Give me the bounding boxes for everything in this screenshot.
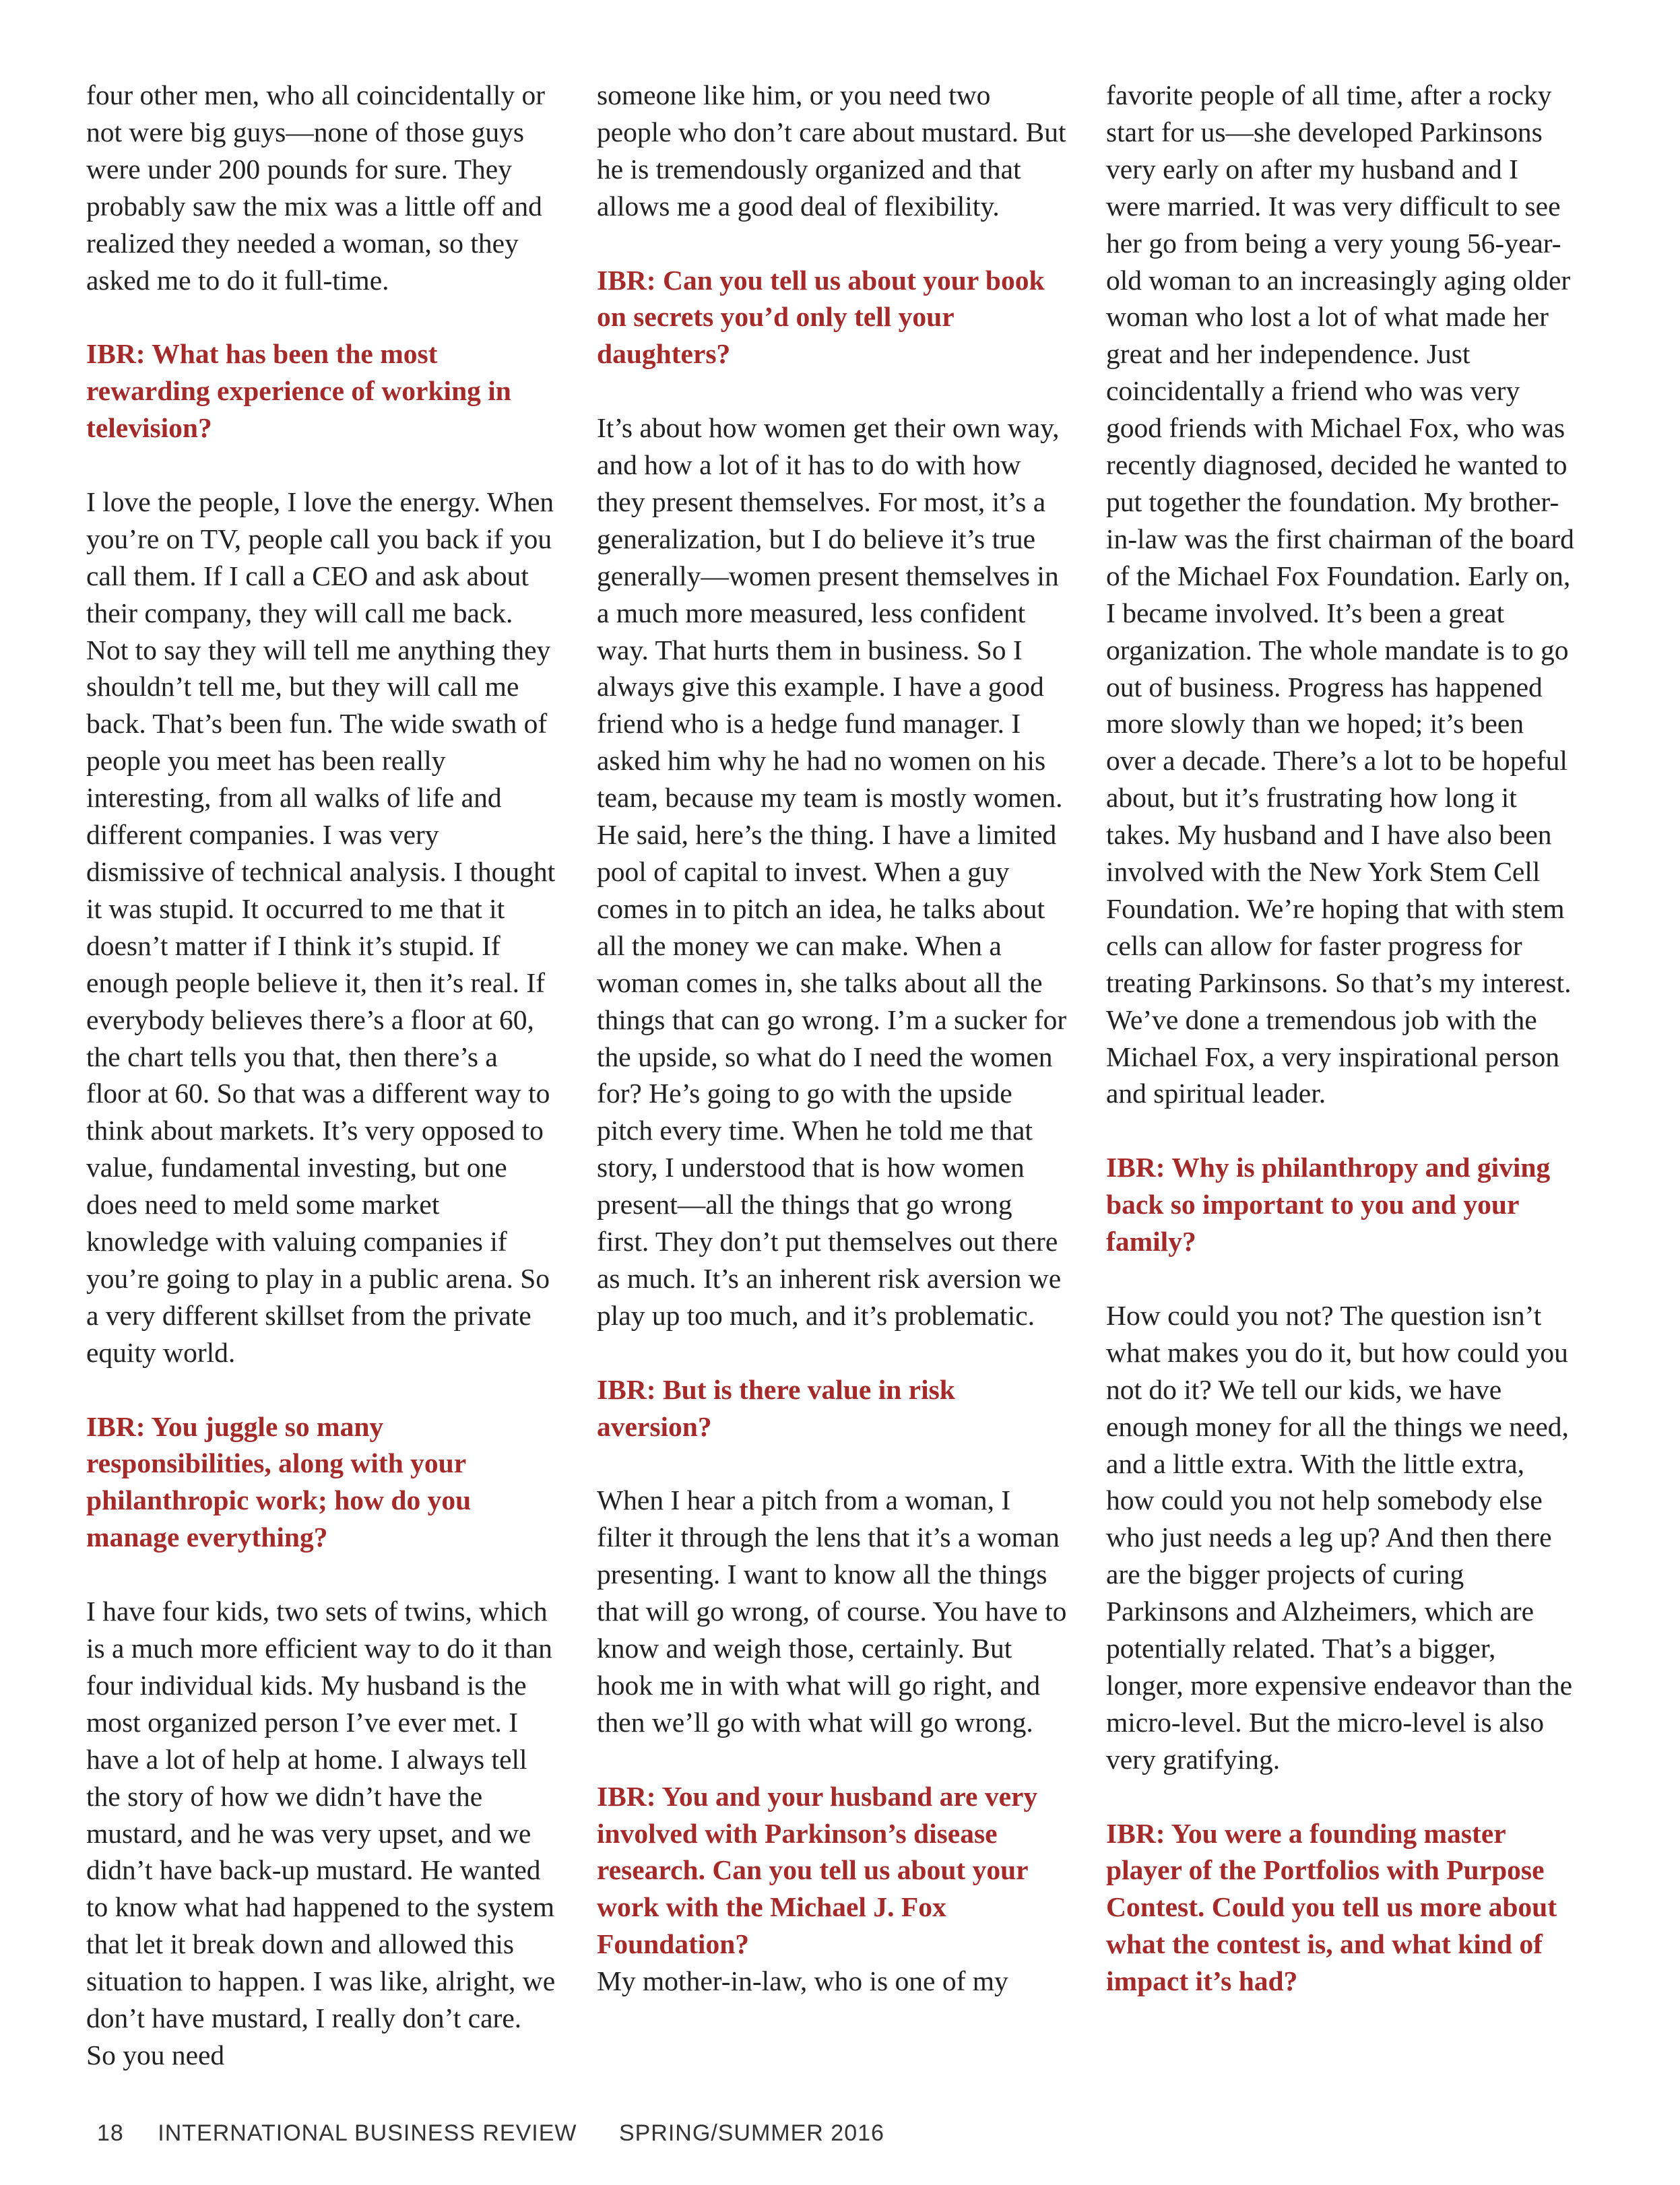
answer-paragraph: I have four kids, two sets of twins, which is a much more efficient way to do it than four individual kids. My husband is the most organized person I’ve ever met. I have a lot of help at home. I always tell the story of how we didn’t have the mustard, and he was very upset, and we didn’t have back-up mustard. He wanted to know what had happened to the system that let it break down and allowed this situation to happen. I was like, alright, we don’t have mustard, I really don’t care. So you need <box>86 1596 556 2070</box>
answer-paragraph: It’s about how women get their own way, and how a lot of it has to do with how they present themselves. For most, it’s a generalization, but I do believe it’s true generally—women present themselves in a much more measured, less confident way. That hurts them in business. So I always give this example. I have a good friend who is a hedge fund manager. I asked him why he had no women on his team, because my team is mostly women. He said, here’s the thing. I have a limited pool of capital to invest. When a guy comes in to pitch an idea, he talks about all the money we can make. When a woman comes in, she talks about all the things that can go wrong. I’m a sucker for the upside, so what do I need the women for? He’s going to go with the upside pitch every time. When he told me that story, I understood that is how women present—all the things that go wrong first. They don’t put themselves out there as much. It’s an inherent risk aversion we play up too much, and it’s problematic. <box>597 412 1067 1331</box>
answer-paragraph: When I hear a pitch from a woman, I filter it through the lens that it’s a woman presenting. I want to know all the things that will go wrong, of course. You have to know and weigh those, certainly. But hook me in with what will go right, and then we’ll go with what will go wrong. <box>597 1485 1067 1738</box>
answer-paragraph: My mother-in-law, who is one of my <box>597 1965 1008 1997</box>
interview-question: IBR: Can you tell us about your book on secrets you’d only tell your daughters? <box>597 264 1045 370</box>
interview-question: IBR: But is there value in risk aversion? <box>597 1373 955 1442</box>
interview-question: IBR: What has been the most rewarding experience of working in television? <box>86 338 511 444</box>
answer-paragraph: someone like him, or you need two people who don’t care about mustard. But he is tremendously organized and that allows me a good deal of flexibility. <box>597 79 1066 222</box>
issue-date: SPRING/SUMMER 2016 <box>618 2120 884 2146</box>
answer-paragraph: How could you not? The question isn’t what makes you do it, but how could you not do it? We tell our kids, we have enough money for all the things we need, and a little extra. With the little extra, how could you not help somebody else who just needs a leg up? And then there are the bigger projects of curing Parkinsons and Alzheimers, which are potentially related. That’s a bigger, longer, more expensive endeavor than the micro-level. But the micro-level is also very gratifying. <box>1106 1299 1573 1775</box>
interview-question: IBR: You juggle so many responsibilities, along with your philanthropic work; how do you manage everything? <box>86 1410 472 1553</box>
page-number: 18 <box>97 2120 124 2146</box>
publication-name: INTERNATIONAL BUSINESS REVIEW <box>158 2120 577 2146</box>
column-3 <box>1106 77 1578 2000</box>
answer-paragraph: four other men, who all coincidentally or not were big guys—none of those guys were under 200 pounds for sure. They probably saw the mix was a little off and realized they needed a woman, so they asked me to do it full-time. <box>86 79 546 296</box>
column-1 <box>86 77 558 2074</box>
page-footer <box>97 2120 884 2147</box>
answer-paragraph: favorite people of all time, after a rocky start for us—she developed Parkinsons very early on after my husband and I were married. It was very difficult to see her go from being a very young 56-year-old woman to an increasingly aging older woman who lost a lot of what made her great and her independence. Just coincidentally a friend who was very good friends with Michael Fox, who was recently diagnosed, decided he wanted to put together the foundation. My brother-in-law was the first chairman of the board of the Michael Fox Foundation. Early on, I became involved. It’s been a great organization. The whole mandate is to go out of business. Progress has happened more slowly than we hoped; it’s been over a decade. There’s a lot to be hopeful about, but it’s frustrating how long it takes. My husband and I have also been involved with the New York Stem Cell Foundation. We’re hoping that with stem cells can allow for faster progress for treating Parkinsons. So that’s my interest. We’ve done a tremendous job with the Michael Fox, a very inspirational person and spiritual leader. <box>1106 79 1574 1109</box>
column-2 <box>597 77 1068 2000</box>
interview-question: IBR: Why is philanthropy and giving back so important to you and your family? <box>1106 1152 1551 1258</box>
interview-question: IBR: You were a founding master player of the Portfolios with Purpose Contest. Could you tell us more about what the contest is, and what kind of impact it’s had? <box>1106 1817 1557 1997</box>
answer-paragraph: I love the people, I love the energy. When you’re on TV, people call you back if you call them. If I call a CEO and ask about their company, they will call me back. Not to say they will tell me anything they shouldn’t tell me, but they will call me back. That’s been fun. The wide swath of people you meet has been really interesting, from all walks of life and different companies. I was very dismissive of technical analysis. I thought it was stupid. It occurred to me that it doesn’t matter if I think it’s stupid. If enough people believe it, then it’s real. If everybody believes there’s a floor at 60, the chart tells you that, then there’s a floor at 60. So that was a different way to think about markets. It’s very opposed to value, fundamental investing, but one does need to meld some market knowledge with valuing companies if you’re going to play in a public arena. So a very different skillset from the private equity world. <box>86 486 556 1368</box>
interview-question: IBR: You and your husband are very involved with Parkinson’s disease research. Can you tell us about your work with the Michael J. Fox Foundation? <box>597 1780 1038 1960</box>
